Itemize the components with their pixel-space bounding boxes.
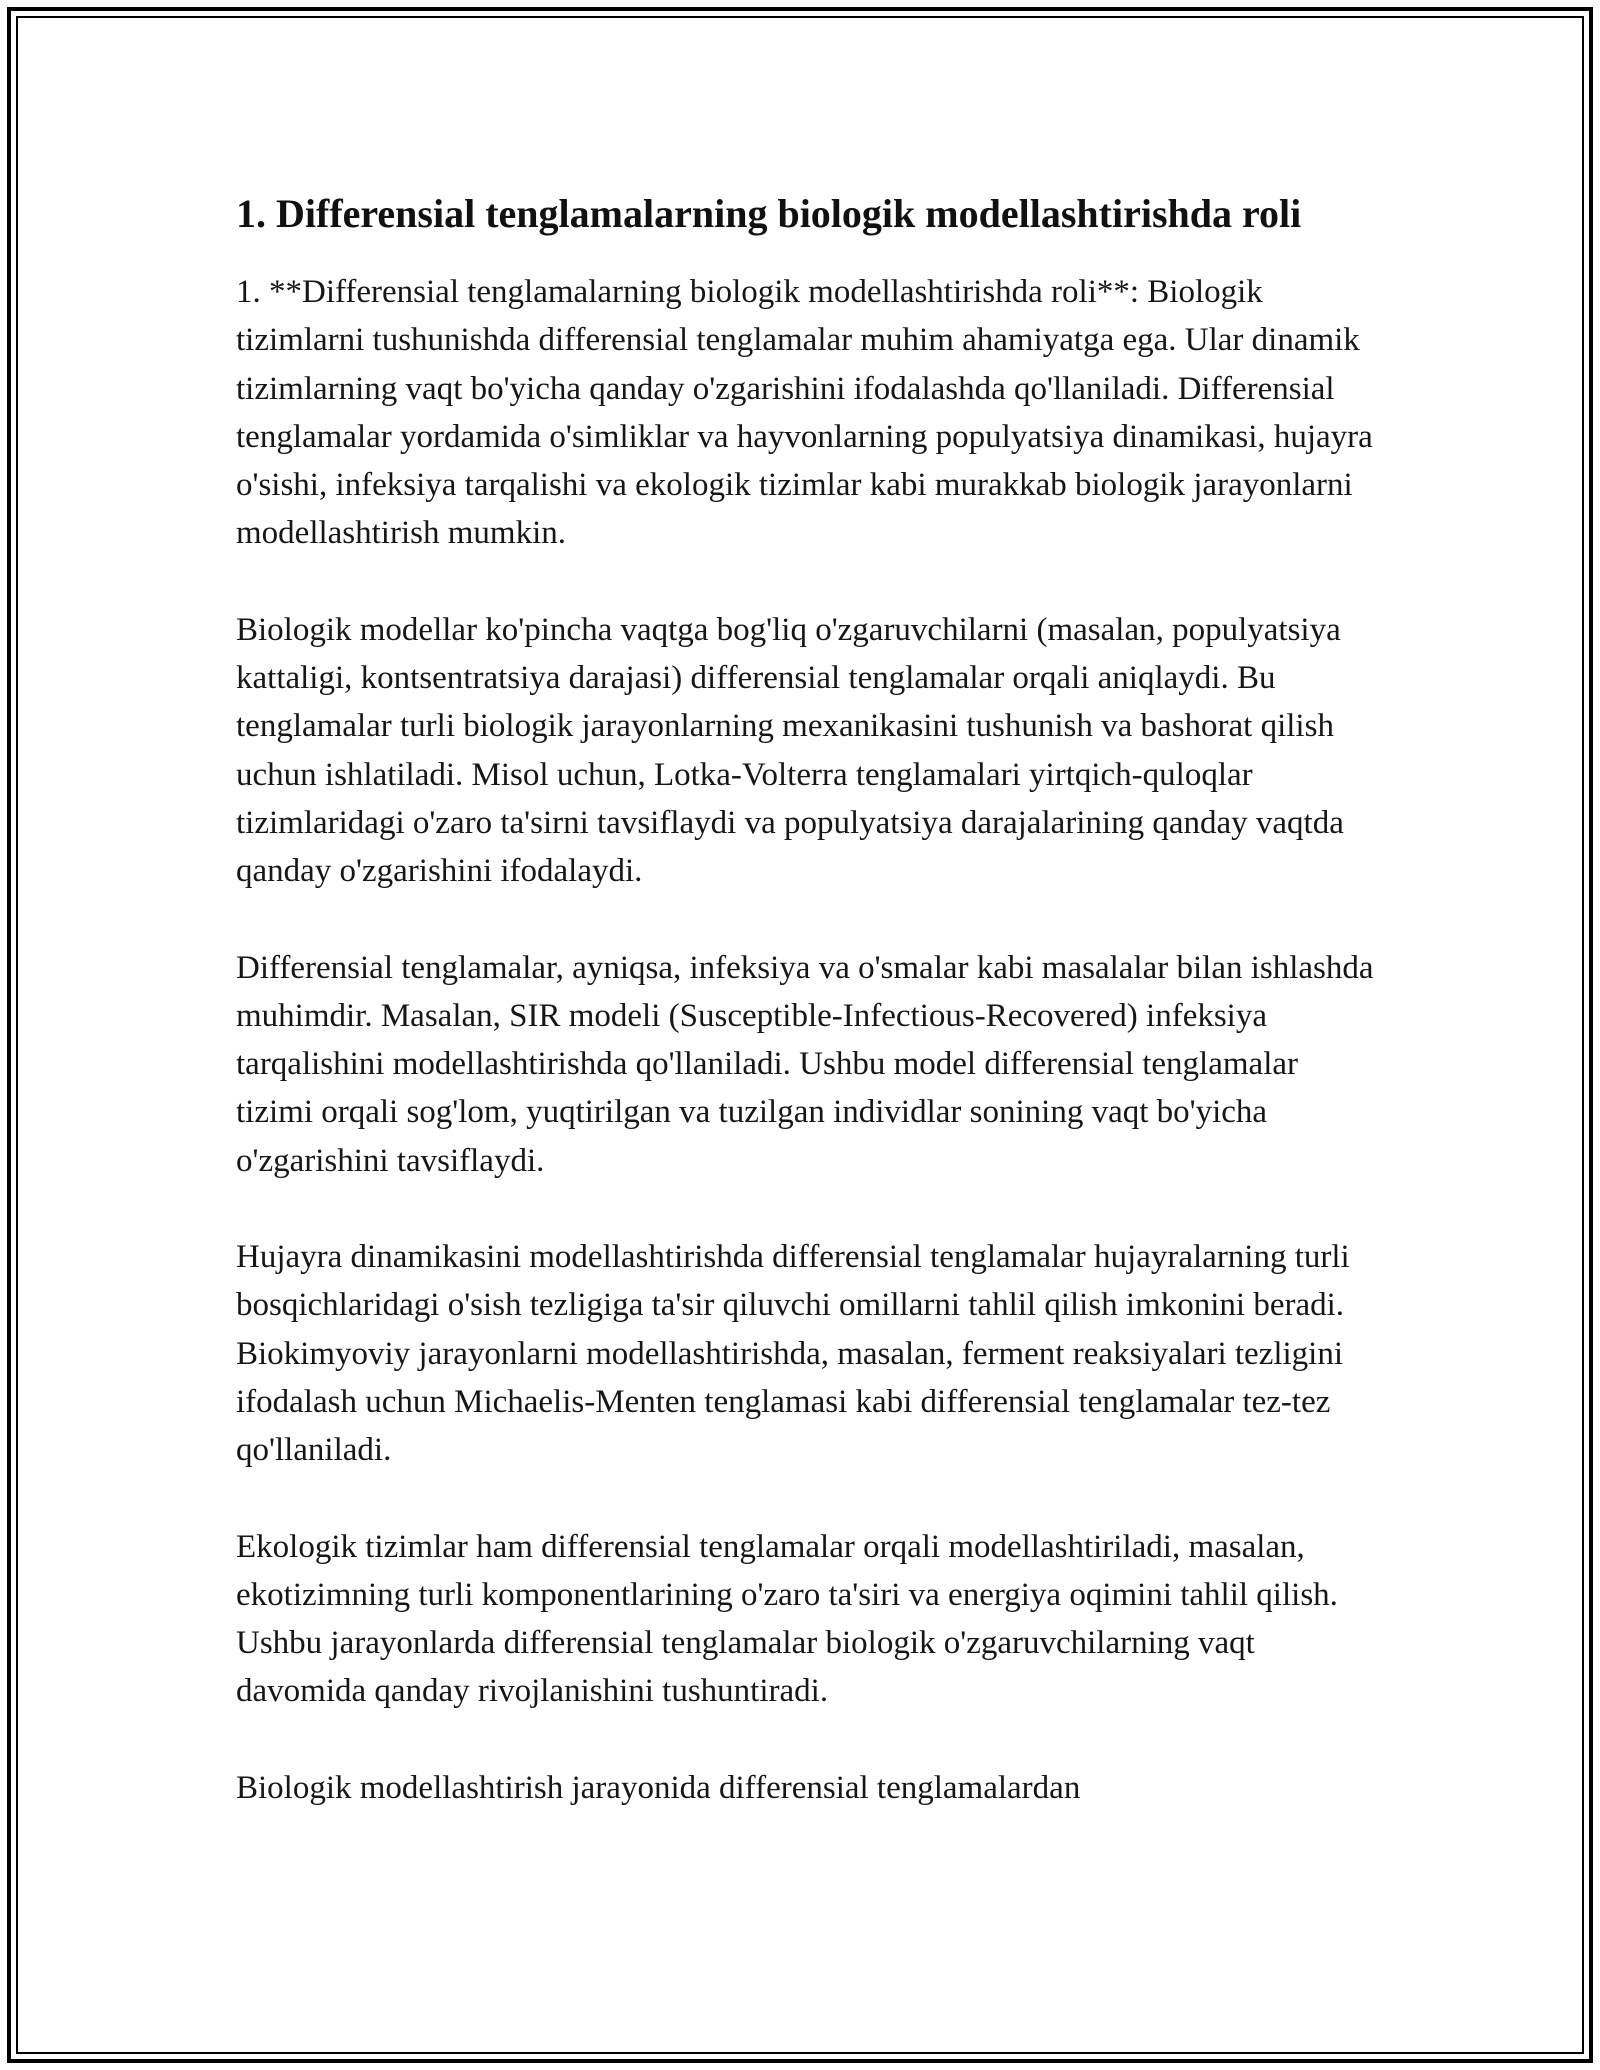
paragraph-infection-models: Differensial tenglamalar, ayniqsa, infeksiya va o'smalar kabi masalalar bilan ishlashda muhimdir. Masalan, SIR modeli (Susceptible-Infectious-Recovered) infeksiya tarqalishini modellashtirishda qo'llaniladi. Ushbu model differensial tenglamalar tizimi orqali sog'lom, yuqtirilgan va tuzilgan individlar sonining vaqt bo'yicha o'zgarishini tavsiflaydi.: [236, 949, 1374, 1179]
paragraph-ecological-systems: Ekologik tizimlar ham differensial tenglamalar orqali modellashtiriladi, masalan, ekotizimning turli komponentlarining o'zaro ta'siri va energiya oqimini tahlil qilish. Ushbu jarayonlarda differensial tenglamalar biologik o'zgaruvchilarning vaqt davomida qanday rivojlanishini tushuntiradi.: [236, 1528, 1338, 1710]
paragraph-cell-dynamics: Hujayra dinamikasini modellashtirishda differensial tenglamalar hujayralarning turli bosqichlaridagi o'sish tezligiga ta'sir qiluvchi omillarni tahlil qilish imkonini beradi. Biokimyoviy jarayonlarni modellashtirishda, masalan, ferment reaksiyalari tezligini ifodalash uchun Michaelis-Menten tenglamasi kabi differensial tenglamalar tez-tez qo'llaniladi.: [236, 1239, 1350, 1469]
document-body: [236, 186, 1376, 1812]
paragraph-intro: 1. **Differensial tenglamalarning biologik modellashtirishda roli**: Biologik tizimlarni tushunishda differensial tenglamalar muhim ahamiyatga ega. Ular dinamik tizimlarning vaqt bo'yicha qanday o'zgarishini ifodalashda qo'llaniladi. Differensial tenglamalar yordamida o'simliklar va hayvonlarning populyatsiya dinamikasi, hujayra o'sishi, infeksiya tarqalishi va ekologik tizimlar kabi murakkab biologik jarayonlarni modellashtirish mumkin.: [236, 274, 1373, 552]
document-title: 1. Differensial tenglamalarning biologik modellashtirishda roli: [236, 191, 1302, 236]
paragraph-continuation: Biologik modellashtirish jarayonida differensial tenglamalardan: [236, 1769, 1081, 1806]
paragraph-biological-models: Biologik modellar ko'pincha vaqtga bog'liq o'zgaruvchilarni (masalan, populyatsiya kattaligi, kontsentratsiya darajasi) differensial tenglamalar orqali aniqlaydi. Bu tenglamalar turli biologik jarayonlarning mexanikasini tushunish va bashorat qilish uchun ishlatiladi. Misol uchun, Lotka-Volterra tenglamalari yirtqich-quloqlar tizimlaridagi o'zaro ta'sirni tavsiflaydi va populyatsiya darajalarining qanday vaqtda qanday o'zgarishini ifodalaydi.: [236, 611, 1344, 890]
